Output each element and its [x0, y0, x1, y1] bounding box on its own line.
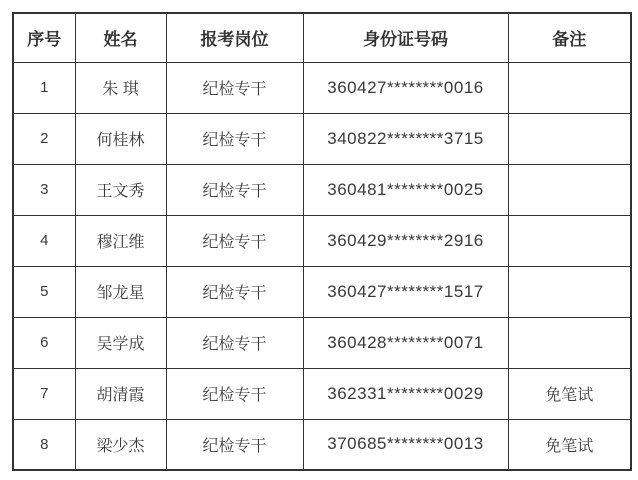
column-header-position: 报考岗位 [166, 13, 303, 62]
table-row [13, 266, 631, 317]
cell-no: 2 [13, 113, 75, 164]
cell-id-number: 360428********0071 [303, 317, 508, 368]
cell-id-number: 370685********0013 [303, 419, 508, 470]
table-row [13, 215, 631, 266]
cell-name: 邹龙星 [75, 266, 166, 317]
column-header-note: 备注 [508, 13, 631, 62]
column-header-id-number: 身份证号码 [303, 13, 508, 62]
cell-note: 免笔试 [508, 368, 631, 419]
applicant-roster-table [12, 12, 632, 471]
cell-no: 8 [13, 419, 75, 470]
cell-name: 吴学成 [75, 317, 166, 368]
table-row [13, 164, 631, 215]
cell-name: 朱 琪 [75, 62, 166, 113]
table-row [13, 62, 631, 113]
cell-id-number: 360427********1517 [303, 266, 508, 317]
cell-no: 4 [13, 215, 75, 266]
table-row [13, 113, 631, 164]
cell-position: 纪检专干 [166, 113, 303, 164]
cell-note [508, 164, 631, 215]
header-row [13, 13, 631, 62]
cell-no: 3 [13, 164, 75, 215]
cell-id-number: 360481********0025 [303, 164, 508, 215]
cell-position: 纪检专干 [166, 419, 303, 470]
cell-position: 纪检专干 [166, 317, 303, 368]
cell-position: 纪检专干 [166, 62, 303, 113]
cell-no: 6 [13, 317, 75, 368]
cell-name: 梁少杰 [75, 419, 166, 470]
cell-no: 1 [13, 62, 75, 113]
cell-id-number: 362331********0029 [303, 368, 508, 419]
cell-id-number: 340822********3715 [303, 113, 508, 164]
cell-position: 纪检专干 [166, 164, 303, 215]
cell-position: 纪检专干 [166, 215, 303, 266]
cell-note [508, 113, 631, 164]
cell-name: 何桂林 [75, 113, 166, 164]
column-header-no: 序号 [13, 13, 75, 62]
cell-id-number: 360427********0016 [303, 62, 508, 113]
column-header-name: 姓名 [75, 13, 166, 62]
cell-note [508, 266, 631, 317]
table-row [13, 419, 631, 470]
cell-id-number: 360429********2916 [303, 215, 508, 266]
cell-name: 王文秀 [75, 164, 166, 215]
cell-name: 穆江维 [75, 215, 166, 266]
cell-position: 纪检专干 [166, 368, 303, 419]
table-row [13, 368, 631, 419]
table-row [13, 317, 631, 368]
cell-no: 7 [13, 368, 75, 419]
cell-name: 胡清霞 [75, 368, 166, 419]
cell-note [508, 215, 631, 266]
cell-note: 免笔试 [508, 419, 631, 470]
cell-no: 5 [13, 266, 75, 317]
cell-note [508, 62, 631, 113]
cell-note [508, 317, 631, 368]
cell-position: 纪检专干 [166, 266, 303, 317]
